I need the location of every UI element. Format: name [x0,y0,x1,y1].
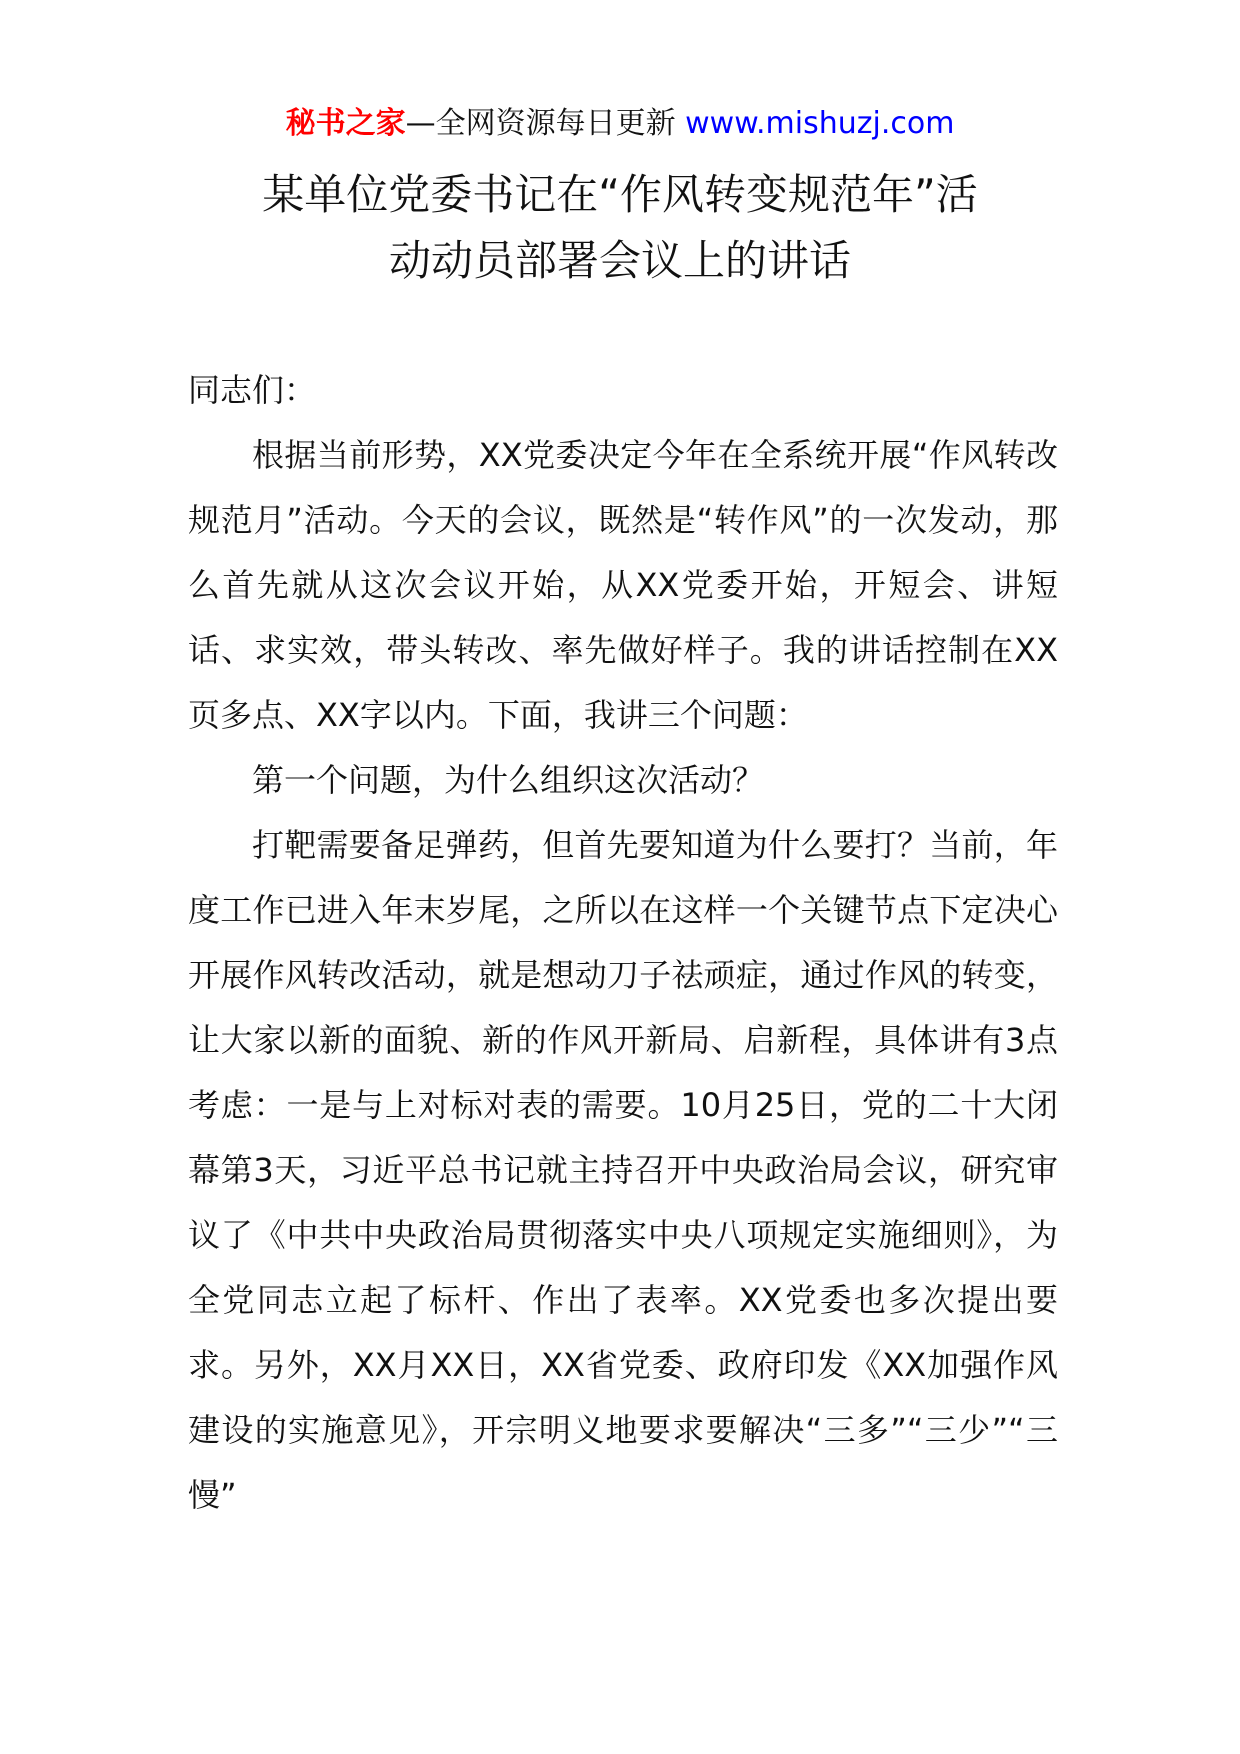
section-heading-1: 第一个问题，为什么组织这次活动？ [252,761,765,799]
document-title [150,162,1090,294]
paragraph-intro: 根据当前形势，XX党委决定今年在全系统开展“作风转改规范月”活动。今天的会议，既然是“转作风”的一次发动，那么首先就从这次会议开始，从XX党委开始，开短会、讲短话、求实效，带头转改、率先做好样子。我的讲话控制在XX页多点、XX字以内。下面，我讲三个问题： [188,436,1058,734]
document-body [188,358,1058,1528]
site-link[interactable]: www.mishuzj.com [685,106,955,141]
paragraph-body: 打靶需要备足弹药，但首先要知道为什么要打？当前，年度工作已进入年末岁尾，之所以在这样一个关键节点下定决心开展作风转改活动，就是想动刀子祛顽症，通过作风的转变，让大家以新的面貌、新的作风开新局、启新程，具体讲有3点考虑：一是与上对标对表的需要。10月25日，党的二十大闭幕第3天，习近平总书记就主持召开中央政治局会议，研究审议了《中共中央政治局贯彻落实中央八项规定实施细则》，为全党同志立起了标杆、作出了表率。XX党委也多次提出要求。另外，XX月XX日，XX省党委、政府印发《XX加强作风建设的实施意见》，开宗明义地要求要解决“三多”“三少”“三慢” [188,826,1058,1514]
title-line-1: 某单位党委书记在“作风转变规范年”活 [262,170,978,219]
header-tagline: —全网资源每日更新 [405,106,676,141]
title-line-2: 动动员部署会议上的讲话 [388,236,851,285]
salutation: 同志们： [188,371,317,409]
brand-name: 秘书之家 [285,106,406,141]
site-header [0,102,1240,146]
